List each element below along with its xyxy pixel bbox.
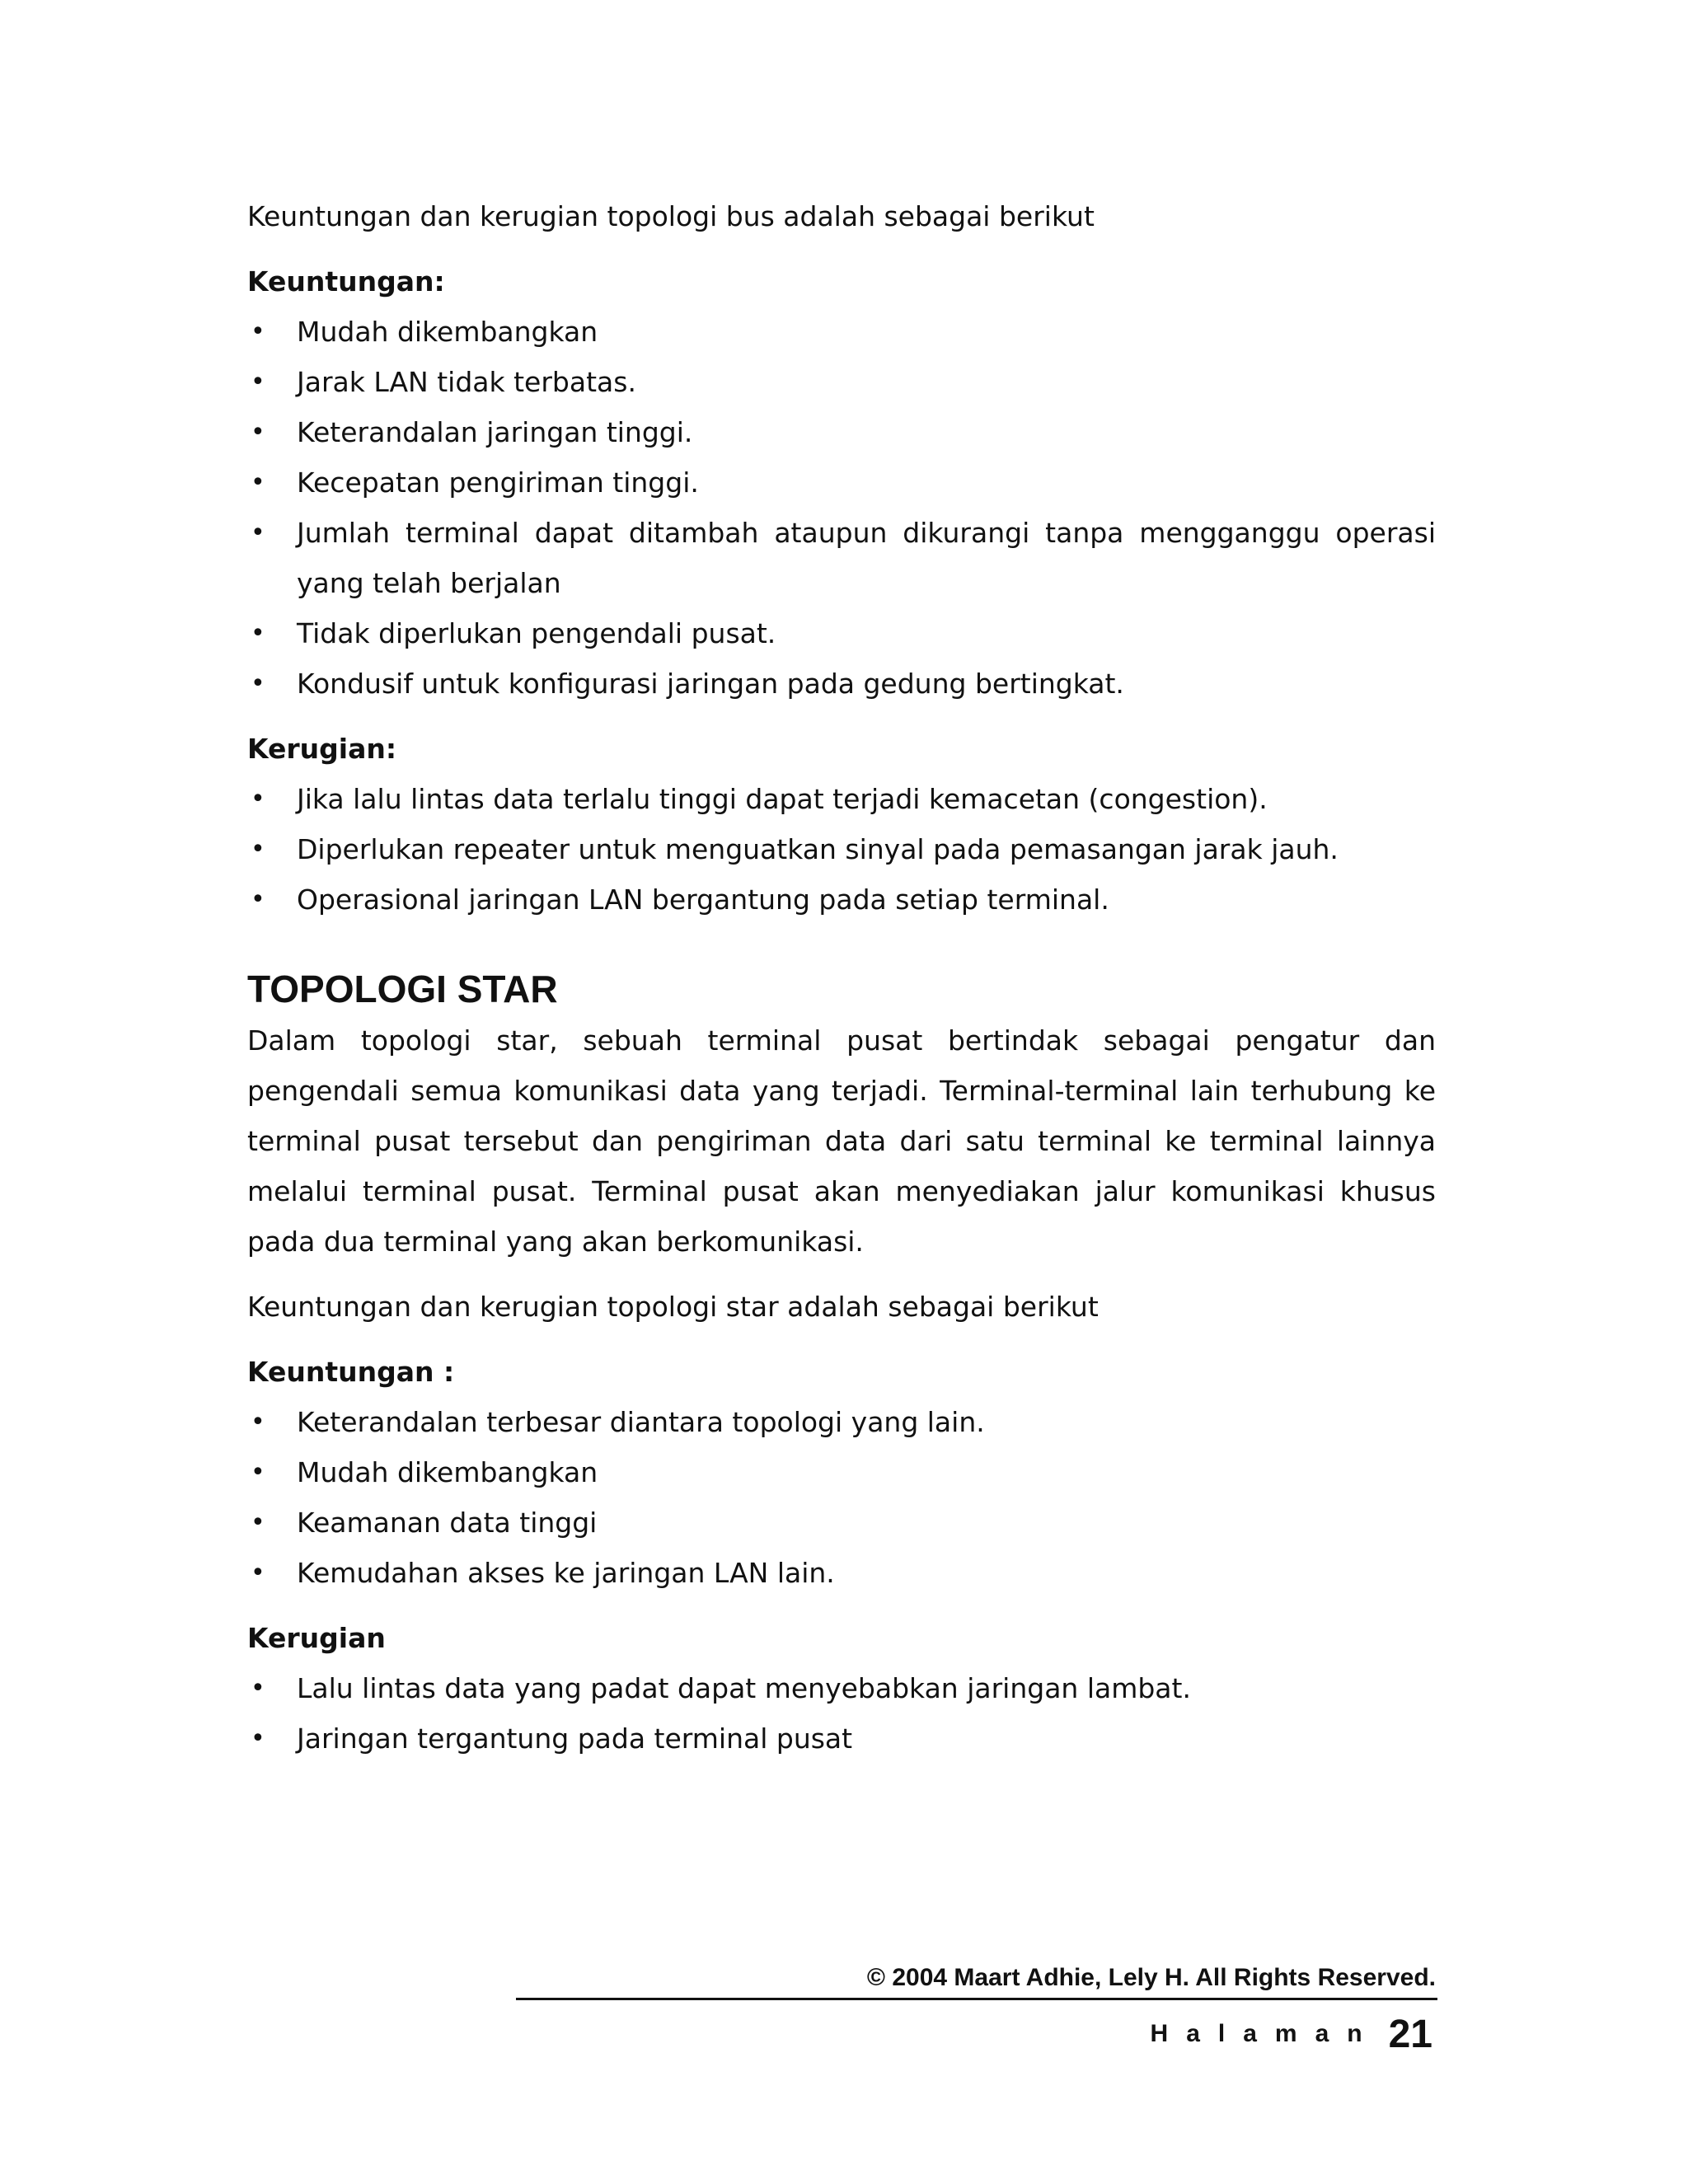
star-intro-text: Keuntungan dan kerugian topologi star adalah sebagai berikut: [247, 1291, 1099, 1323]
list-item: [247, 824, 1436, 874]
list-item-text: Jika lalu lintas data terlalu tinggi dapat terjadi kemacetan (congestion).: [297, 783, 1268, 815]
list-item-text: Jarak LAN tidak terbatas.: [297, 366, 636, 398]
list-item: [247, 874, 1436, 925]
list-item: [247, 658, 1436, 709]
bullet-icon: •: [251, 1674, 265, 1703]
list-item-text: Keterandalan jaringan tinggi.: [297, 416, 693, 448]
list-item: [247, 1713, 1436, 1764]
bullet-icon: •: [251, 1508, 265, 1537]
list-item: [247, 1663, 1436, 1713]
list-item: [247, 1447, 1436, 1497]
star-advantages-heading: Keuntungan :: [247, 1356, 455, 1388]
list-item-text: Mudah dikembangkan: [297, 1456, 598, 1488]
star-disadvantages-heading: Kerugian: [247, 1622, 386, 1654]
page-content: [247, 191, 1436, 1764]
star-description-paragraph: Dalam topologi star, sebuah terminal pusat bertindak sebagai pengatur dan pengendali semua komunikasi data yang terjadi. Terminal-terminal lain terhubung ke terminal pusat tersebut dan pengiriman data dari satu terminal ke terminal lainnya melalui terminal pusat. Terminal pusat akan menyediakan jalur komunikasi khusus pada dua terminal yang akan berkomunikasi.: [247, 1024, 1436, 1258]
bullet-icon: •: [251, 669, 265, 698]
list-item: [247, 1497, 1436, 1548]
bus-intro-text: Keuntungan dan kerugian topologi bus adalah sebagai berikut: [247, 200, 1095, 232]
bullet-icon: •: [251, 317, 265, 346]
list-item-text: Mudah dikembangkan: [297, 316, 598, 348]
list-item: [247, 457, 1436, 508]
list-item: [247, 508, 1436, 608]
list-item: [247, 307, 1436, 357]
star-advantages-list: [247, 1397, 1436, 1598]
list-item: [247, 357, 1436, 407]
bullet-icon: •: [251, 1724, 265, 1753]
list-item-text: Operasional jaringan LAN bergantung pada setiap terminal.: [297, 883, 1109, 916]
list-item-text: Tidak diperlukan pengendali pusat.: [297, 617, 776, 649]
star-disadvantages-list: [247, 1663, 1436, 1764]
list-item-text: Kondusif untuk konfigurasi jaringan pada gedung bertingkat.: [297, 668, 1124, 700]
bullet-icon: •: [251, 619, 265, 648]
bullet-icon: •: [251, 1458, 265, 1487]
bullet-icon: •: [251, 468, 265, 497]
list-item-text: Jaringan tergantung pada terminal pusat: [297, 1722, 853, 1755]
bullet-icon: •: [251, 368, 265, 396]
list-item-text: Diperlukan repeater untuk menguatkan sinyal pada pemasangan jarak jauh.: [297, 833, 1339, 865]
list-item: [247, 1397, 1436, 1447]
bullet-icon: •: [251, 835, 265, 864]
list-item: [247, 608, 1436, 658]
bullet-icon: •: [251, 518, 265, 547]
bullet-icon: •: [251, 885, 265, 914]
bus-advantages-list: [247, 307, 1436, 709]
page-word: Halaman: [1150, 2020, 1381, 2047]
footer-copyright: © 2004 Maart Adhie, Lely H. All Rights Reserved.: [866, 1964, 1436, 1991]
footer-page-label: [1151, 2009, 1432, 2059]
bullet-icon: •: [251, 1408, 265, 1436]
bullet-icon: •: [251, 418, 265, 447]
list-item-text: Lalu lintas data yang padat dapat menyebabkan jaringan lambat.: [297, 1672, 1191, 1704]
star-section-title: TOPOLOGI STAR: [247, 968, 558, 1010]
list-item-text: Kecepatan pengiriman tinggi.: [297, 466, 699, 499]
list-item: [247, 1548, 1436, 1598]
list-item-text: Kemudahan akses ke jaringan LAN lain.: [297, 1557, 835, 1589]
page-number: 21: [1388, 2012, 1432, 2056]
bullet-icon: •: [251, 785, 265, 813]
list-item: [247, 407, 1436, 457]
bus-disadvantages-heading: Kerugian:: [247, 733, 397, 765]
footer-divider: [516, 1998, 1437, 2000]
list-item-text: Keterandalan terbesar diantara topologi yang lain.: [297, 1406, 985, 1438]
list-item-text: Jumlah terminal dapat ditambah ataupun dikurangi tanpa mengganggu operasi yang telah berjalan: [297, 517, 1436, 599]
bus-advantages-heading: Keuntungan:: [247, 265, 445, 298]
bullet-icon: •: [251, 1558, 265, 1587]
list-item-text: Keamanan data tinggi: [297, 1507, 598, 1539]
list-item: [247, 774, 1436, 824]
bus-disadvantages-list: [247, 774, 1436, 925]
